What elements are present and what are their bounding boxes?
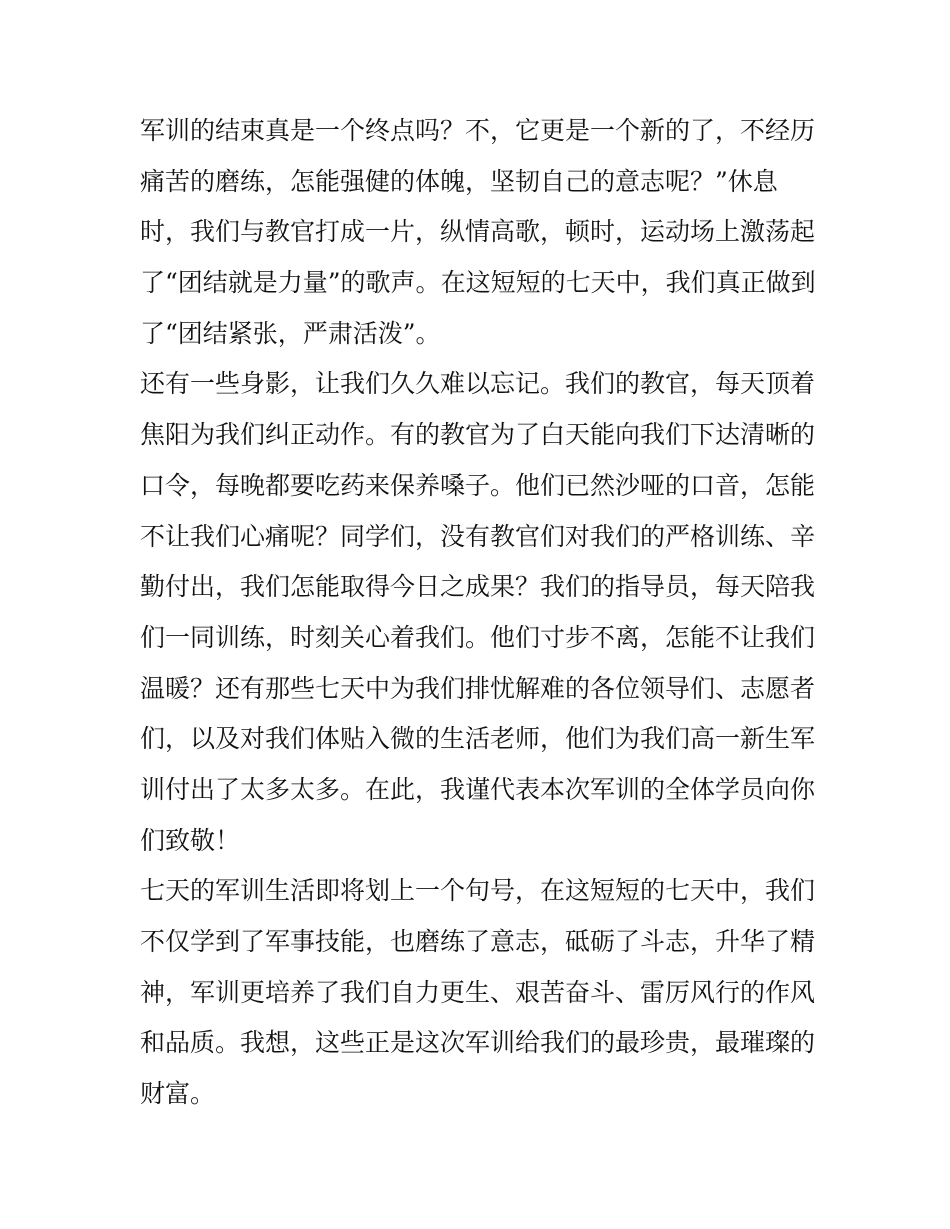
- text-line: 了“团结紧张，严肃活泼”。: [140, 318, 441, 348]
- text-line: 七天的军训生活即将划上一个句号，在这短短的七天中，我们: [140, 876, 816, 906]
- text-line: 不让我们心痛呢？同学们，没有教官们对我们的严格训练、辛: [140, 521, 816, 551]
- text-line: 们，以及对我们体贴入微的生活老师，他们为我们高一新生军: [140, 724, 816, 754]
- text-line: 财富。: [140, 1079, 216, 1109]
- text-line: 还有一些身影，让我们久久难以忘记。我们的教官，每天顶着: [140, 369, 816, 399]
- text-line: 痛苦的磨练，怎能强健的体魄，坚韧自己的意志呢？”休息: [140, 166, 778, 196]
- text-line: 焦阳为我们纠正动作。有的教官为了白天能向我们下达清晰的: [140, 420, 816, 450]
- text-line: 军训的结束真是一个终点吗？不，它更是一个新的了，不经历: [140, 116, 816, 145]
- text-line: 们致敬！: [140, 825, 241, 855]
- text-line: 时，我们与教官打成一片，纵情高歌，顿时，运动场上激荡起: [140, 217, 816, 247]
- text-line: 不仅学到了军事技能，也磨练了意志，砥砺了斗志，升华了精: [140, 927, 816, 956]
- text-line: 训付出了太多太多。在此，我谨代表本次军训的全体学员向你: [140, 774, 816, 804]
- text-line: 温暖？还有那些七天中为我们排忧解难的各位领导们、志愿者: [140, 673, 816, 703]
- text-line: 神，军训更培养了我们自力更生、艰苦奋斗、雷厉风行的作风: [140, 977, 816, 1007]
- document-body: [140, 106, 820, 1120]
- text-line: 和品质。我想，这些正是这次军训给我们的最珍贵，最璀璨的: [140, 1028, 816, 1058]
- text-line: 了“团结就是力量”的歌声。在这短短的七天中，我们真正做到: [140, 268, 816, 298]
- text-line: 们一同训练，时刻关心着我们。他们寸步不离，怎能不让我们: [140, 622, 816, 652]
- text-line: 口令，每晚都要吃药来保养嗓子。他们已然沙哑的口音，怎能: [140, 470, 816, 500]
- text-line: 勤付出，我们怎能取得今日之成果？我们的指导员，每天陪我: [140, 572, 816, 602]
